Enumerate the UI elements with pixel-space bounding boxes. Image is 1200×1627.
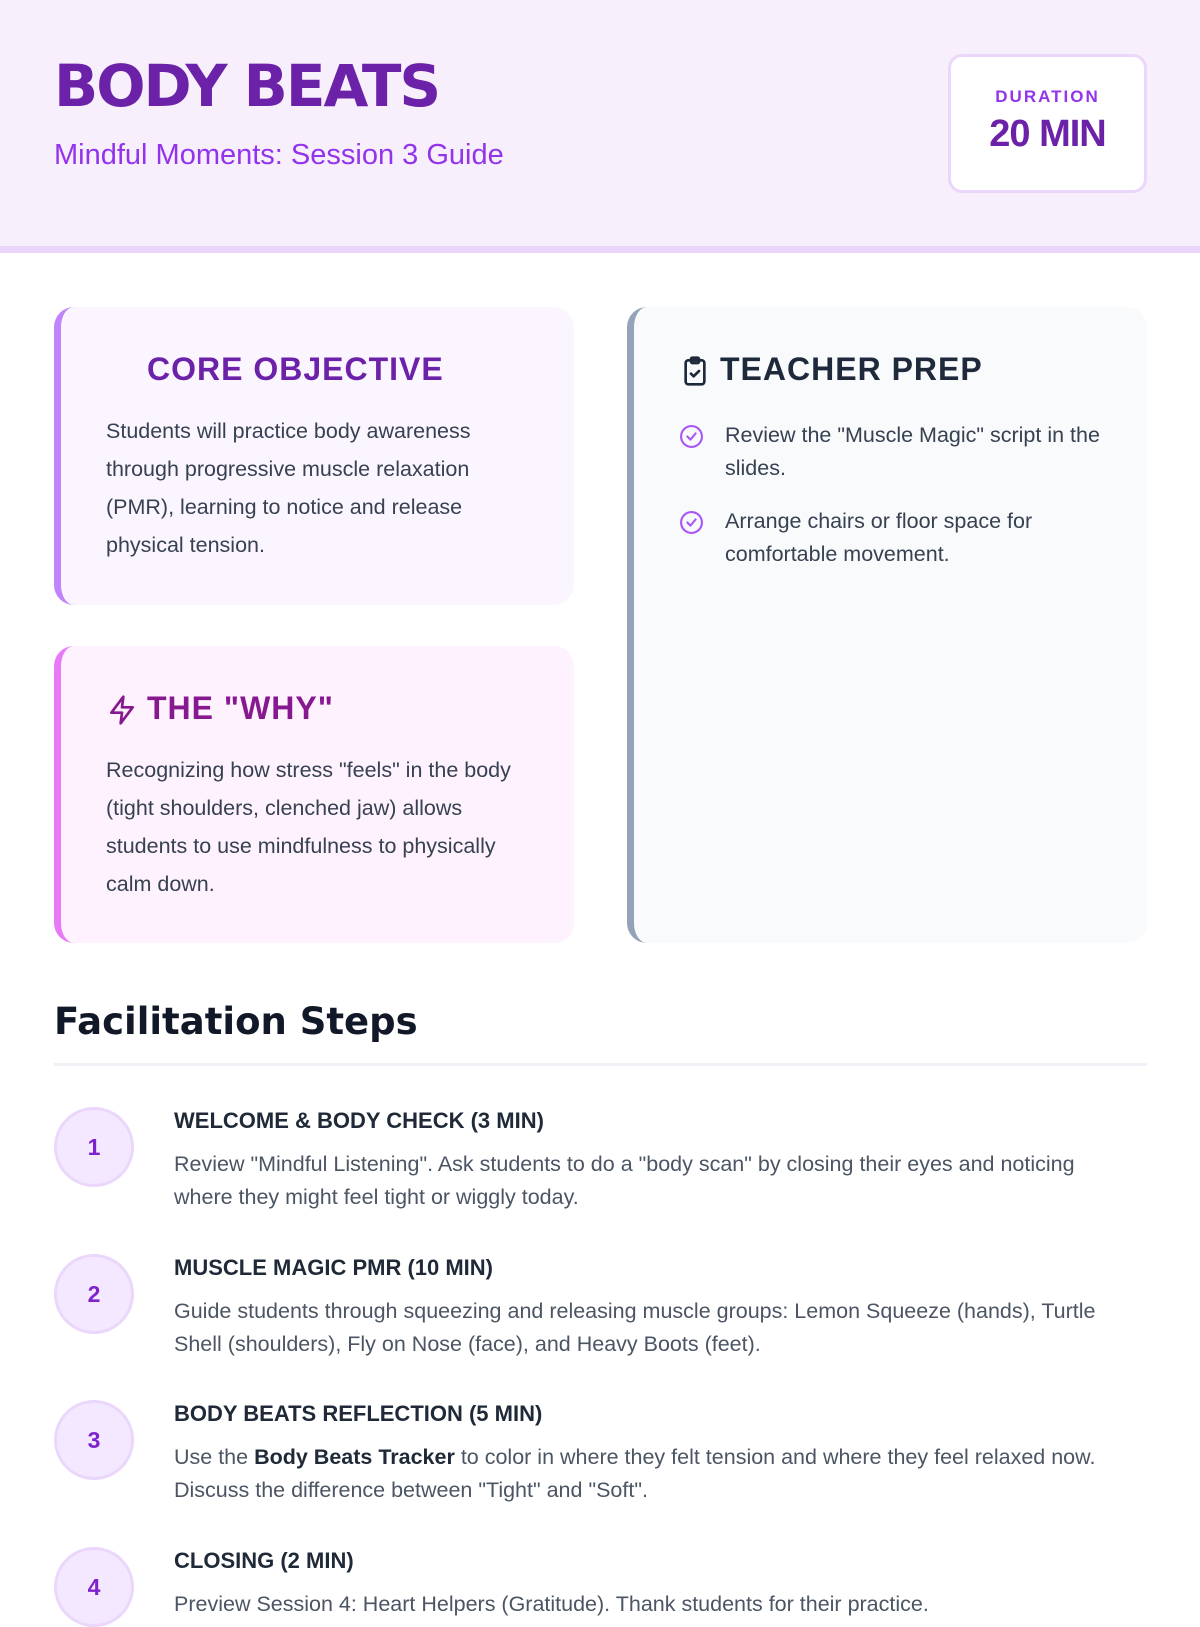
prep-item [679,505,1119,571]
check-circle-icon [679,510,704,535]
why-title: THE "WHY" [147,690,334,726]
step-title: WELCOME & BODY CHECK (3 MIN) [174,1108,544,1133]
core-objective-card [54,307,574,605]
facilitation-steps-heading: Facilitation Steps [54,1000,418,1043]
duration-label: DURATION [995,87,1100,106]
prep-item [679,419,1119,485]
teacher-prep-list [679,419,1119,591]
step-description: Preview Session 4: Heart Helpers (Gratitude). Thank students for their practice. [174,1592,929,1616]
prep-item-text: Arrange chairs or floor space for comfortable movement. [725,509,1033,566]
step-description: Guide students through squeezing and releasing muscle groups: Lemon Squeeze (hands), Turtle Shell (shoulders), Fly on Nose (face), and Heavy Boots (feet). [174,1299,1096,1356]
core-objective-text: Students will practice body awareness through progressive muscle relaxation (PMR), learning to notice and release physical tension. [106,419,471,557]
teacher-prep-card [627,307,1147,943]
step-number: 2 [54,1254,134,1334]
page-header [0,0,1200,253]
page-title: BODY BEATS [54,52,440,120]
step-number: 3 [54,1400,134,1480]
core-objective-title: CORE OBJECTIVE [147,351,444,387]
section-divider [54,1063,1147,1066]
step-number: 1 [54,1107,134,1187]
lightning-icon [106,694,138,726]
teacher-prep-title: TEACHER PREP [720,351,983,387]
duration-value: 20 MIN [989,113,1106,155]
step-title: CLOSING (2 MIN) [174,1548,354,1573]
clipboard-check-icon [679,355,711,387]
body-beats-tracker-link: Body Beats Tracker [254,1445,455,1469]
duration-badge [948,54,1147,193]
why-text: Recognizing how stress "feels" in the body (tight shoulders, clenched jaw) allows students to use mindfulness to physically calm down. [106,758,511,896]
step-description: Review "Mindful Listening". Ask students to do a "body scan" by closing their eyes and noticing where they might feel tight or wiggly today. [174,1152,1075,1209]
page-subtitle: Mindful Moments: Session 3 Guide [54,139,504,171]
step-number: 4 [54,1547,134,1627]
step-description-text: to color in where they felt tension and where they feel relaxed now. Discuss the difference between "Tight" and "Soft". [174,1445,1096,1502]
step-description-text: Use the [174,1445,255,1469]
step-description [174,1441,1134,1507]
prep-item-text: Review the "Muscle Magic" script in the slides. [725,423,1100,480]
step-title: BODY BEATS REFLECTION (5 MIN) [174,1401,543,1426]
step-title: MUSCLE MAGIC PMR (10 MIN) [174,1255,493,1280]
why-card [54,646,574,943]
check-circle-icon [679,424,704,449]
